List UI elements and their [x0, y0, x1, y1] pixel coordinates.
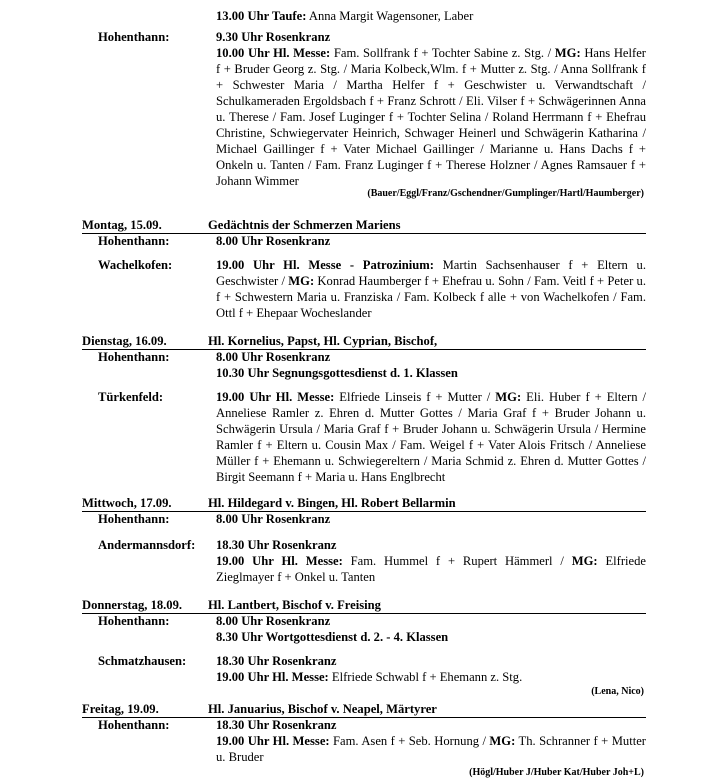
- mg-label: MG:: [489, 734, 516, 748]
- rosary-line: 18.30 Uhr Rosenkranz: [216, 654, 337, 668]
- credit-line: (Högl/Huber J/Huber Kat/Huber Joh+L): [469, 767, 644, 778]
- location-tuerkenfeld: Türkenfeld:: [98, 390, 164, 404]
- mass-time: 19.00 Uhr Hl. Messe:: [216, 554, 343, 568]
- taufe-time: 13.00 Uhr Taufe:: [216, 9, 307, 23]
- day-date: Freitag, 19.09.: [82, 702, 159, 716]
- mg-intentions-text: Eli. Huber f + Eltern / Anneliese Ramler z. Ehren d. Mutter Gottes / Maria Graf f + Bruder Johann u. Schwägerin Ursula / Maria Graf f + Bruder Johann u. Schwägerin Ursula / Hermine Ramler f + Eltern u. Cousin Max / Fam. Weigel f + Vater Alois Fritsch / Anneliese Müller f + Ehemann u. Schwiegereltern / Maria Schmid z. Ehren d. Mutter Gottes / Birgit Seemann f + Maria u. Hans Englbrecht: [216, 390, 646, 484]
- rosary-line: [216, 29, 646, 45]
- day-title: Gedächtnis der Schmerzen Mariens: [208, 218, 401, 232]
- mg-intentions-text: Hans Helfer f + Bruder Georg z. Stg. / Maria Kolbeck,Wlm. f + Mutter z. Stg. / Anna Sollfrank f + Schwester Maria / Martha Helfer f + Geschwister u. Verwandtschaft / Schulkameraden Ergoldsbach f + Franz Schrott / Eli. Vilser f + Schwägerinnen Anna u. Therese / Fam. Josef Luginger f + Tochter Selina / Roland Herrmann f + Ehefrau Christine, Schwiegervater Heinrich, Schwager Heinerl und Schwägerin Katharina / Michael Gaillinger f + Vater Michael Gaillinger / Marianne u. Hans Dachs f + Onkeln u. Tanten / Fam. Franz Luginger f + Therese Holzner / Agnes Ramsauer f + Johann Wimmer: [216, 46, 646, 188]
- day-date: Mittwoch, 17.09.: [82, 496, 172, 510]
- mass-intentions-text: Fam. Sollfrank f + Tochter Sabine z. Stg. /: [333, 46, 555, 60]
- mg-intentions-text: Elfriede Zieglmayer f + Onkel u. Tanten: [216, 554, 647, 584]
- day-header-freitag: [82, 701, 646, 718]
- day-header-donnerstag: [82, 597, 646, 614]
- mass-intentions-text: Elfriede Linseis f + Mutter /: [334, 390, 496, 404]
- rosary-time: 9.30 Uhr Rosenkranz: [216, 30, 331, 44]
- mg-intentions-text: Konrad Haumberger f + Ehefrau u. Sohn / Fam. Veitl f + Peter u. f + Schwestern Maria u. Franziska / Fam. Kolbeck f alle + von Wachelkofen / Fam. Ottl f + Ehepaar Wocheslander: [216, 274, 647, 320]
- location-hohenthann: Hohenthann:: [98, 30, 170, 44]
- credit-line: (Lena, Nico): [591, 686, 644, 697]
- mass-time: 19.00 Uhr Hl. Messe:: [216, 734, 330, 748]
- mg-label: MG:: [571, 554, 598, 568]
- day-title: Hl. Hildegard v. Bingen, Hl. Robert Bellarmin: [208, 496, 456, 510]
- mass-intentions-text: Fam. Asen f + Seb. Hornung /: [329, 734, 490, 748]
- taufe-entry: [216, 8, 646, 24]
- mass-time: 10.00 Uhr Hl. Messe:: [216, 46, 331, 60]
- mg-label: MG:: [554, 46, 581, 60]
- rosary-line: 8.00 Uhr Rosenkranz: [216, 350, 331, 364]
- day-title: Hl. Januarius, Bischof v. Neapel, Märtyrer: [208, 702, 437, 716]
- day-header-mittwoch: [82, 495, 646, 512]
- mass-time: 19.00 Uhr Hl. Messe:: [216, 670, 329, 684]
- day-title: Hl. Lantbert, Bischof v. Freising: [208, 598, 381, 612]
- location-hohenthann: Hohenthann:: [98, 512, 170, 526]
- day-header-montag: [82, 217, 646, 234]
- mass-intentions-block: [216, 669, 646, 685]
- rosary-line: 8.00 Uhr Rosenkranz: [216, 512, 331, 526]
- mass-intentions-block: [216, 257, 646, 321]
- taufe-text: Anna Margit Wagensoner, Laber: [308, 9, 474, 23]
- location-wachelkofen: Wachelkofen:: [98, 258, 173, 272]
- mass-intentions-text: Fam. Hummel f + Rupert Hämmerl /: [342, 554, 572, 568]
- mass-time: 19.00 Uhr Hl. Messe - Patrozinium:: [216, 258, 434, 272]
- mass-intentions-text: Martin Sachsenhauser f + Eltern u. Geschwister /: [216, 258, 646, 288]
- mass-time: 19.00 Uhr Hl. Messe:: [216, 390, 335, 404]
- service-line: 8.30 Uhr Wortgottesdienst d. 2. - 4. Klassen: [216, 630, 449, 644]
- location-schmatzhausen: Schmatzhausen:: [98, 654, 187, 668]
- credit-line: (Bauer/Eggl/Franz/Gschendner/Gumplinger/Hartl/Haumberger): [367, 188, 644, 199]
- day-date: Montag, 15.09.: [82, 218, 162, 232]
- mg-intentions-text: Th. Schranner f + Mutter u. Bruder: [216, 734, 646, 764]
- mass-intentions-block: [216, 553, 646, 585]
- mass-intentions-block: [216, 733, 646, 765]
- rosary-line: 18.30 Uhr Rosenkranz: [216, 718, 337, 732]
- rosary-line: 8.00 Uhr Rosenkranz: [216, 614, 331, 628]
- location-hohenthann: Hohenthann:: [98, 718, 170, 732]
- location-hohenthann: Hohenthann:: [98, 614, 170, 628]
- location-andermannsdorf: Andermannsdorf:: [98, 538, 196, 552]
- mg-label: MG:: [288, 274, 315, 288]
- rosary-line: 8.00 Uhr Rosenkranz: [216, 234, 331, 248]
- mass-intentions-block: [216, 45, 646, 189]
- location-hohenthann: Hohenthann:: [98, 350, 170, 364]
- service-line: 10.30 Uhr Segnungsgottesdienst d. 1. Klassen: [216, 366, 458, 380]
- day-date: Dienstag, 16.09.: [82, 334, 167, 348]
- mass-intentions-text: Elfriede Schwabl f + Ehemann z. Stg.: [328, 670, 523, 684]
- day-date: Donnerstag, 18.09.: [82, 598, 183, 612]
- mass-intentions-block: [216, 389, 646, 485]
- day-header-dienstag: [82, 333, 646, 350]
- mg-label: MG:: [495, 390, 522, 404]
- rosary-line: 18.30 Uhr Rosenkranz: [216, 538, 337, 552]
- location-hohenthann: Hohenthann:: [98, 234, 170, 248]
- day-title: Hl. Kornelius, Papst, Hl. Cyprian, Bischof,: [208, 334, 438, 348]
